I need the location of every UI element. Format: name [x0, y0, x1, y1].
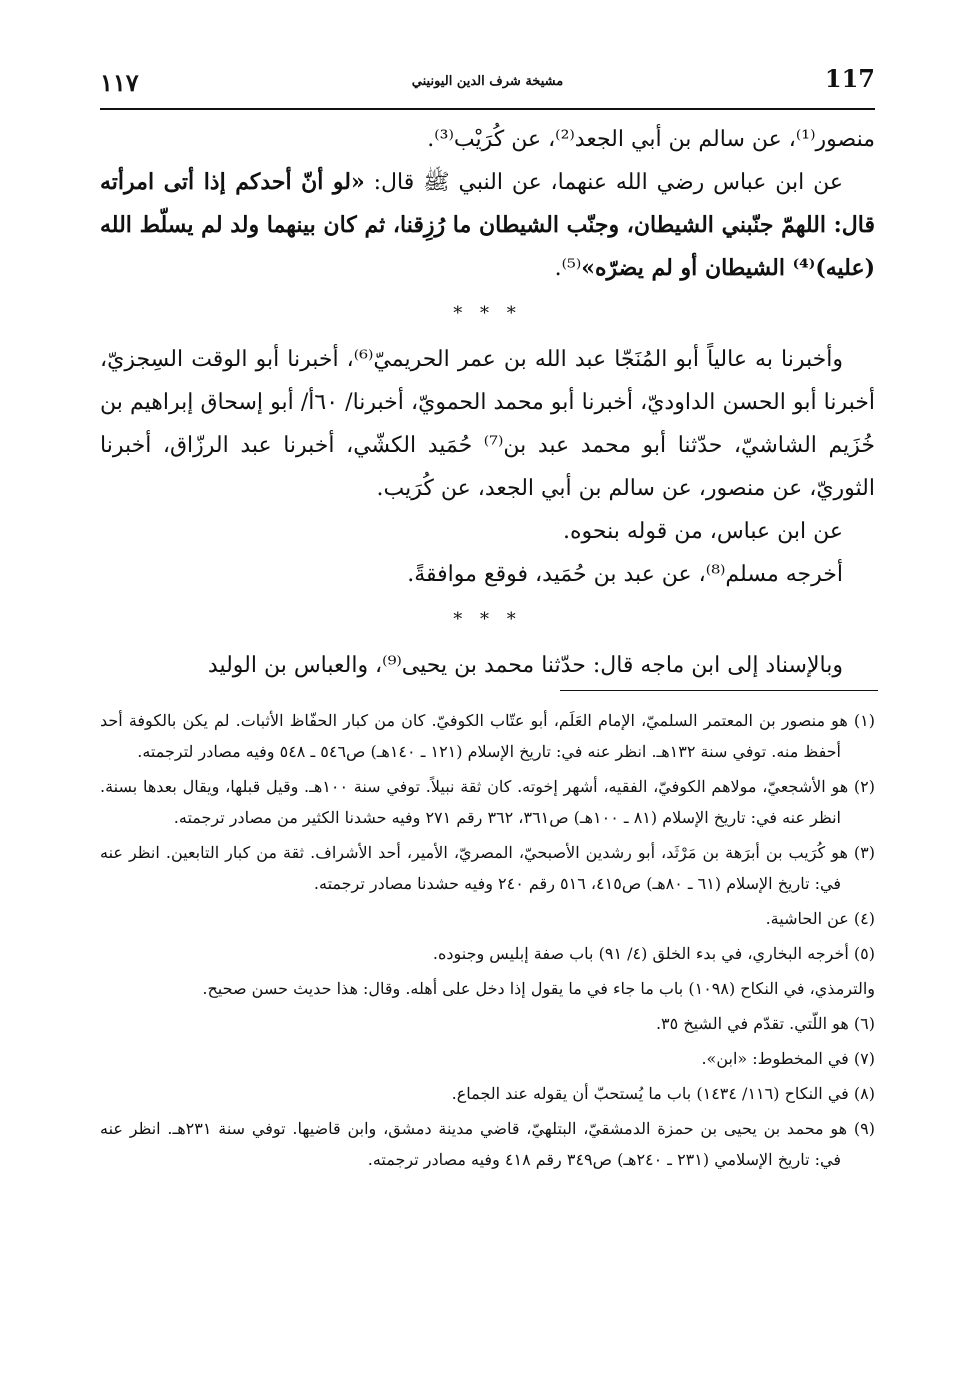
footnotes — [100, 705, 875, 1179]
footnote-5-continued: والترمذي، في النكاح (١٠٩٨) باب ما جاء في ما يقول إذا دخل على أهله. وقال: هذا حديث حسن صحيح. — [202, 979, 875, 998]
paragraph-6: وبالإسناد إلى ابن ماجه قال: حدّثنا محمد بن يحيى⁽⁹⁾، والعباس بن الوليد — [207, 653, 843, 678]
hadith-text: «لو أنّ أحدكم إذا أتى امرأته قال: اللهمّ جنّبني الشيطان، وجنّب الشيطان ما رُزِقنا، ثم كان بينهما ولد لم يسلّط الله (عليه)⁽⁴⁾ الشيطان أو لم يضرّه» — [100, 169, 875, 281]
page-number-latin: 117 — [824, 64, 875, 93]
header-rule — [100, 108, 875, 110]
footnote-6: (٦) هو اللّتي. تقدّم في الشيخ ٣٥. — [655, 1014, 875, 1033]
page-header — [100, 62, 875, 106]
footnote-rule — [560, 690, 878, 691]
footnote-8: (٨) في النكاح (١١٦/ ١٤٣٤) باب ما يُستحبّ أن يقوله عند الجماع. — [451, 1084, 875, 1103]
footnote-5: (٥) أخرجه البخاري، في بدء الخلق (٤/ ٩١) باب صفة إبليس وجنوده. — [432, 944, 875, 963]
footnote-9: (٩) هو محمد بن يحيى بن حمزة الدمشقيّ، البتلهيّ، قاضي مدينة دمشق، وابن قاضيها. توفي سنة ٢٣١هـ. انظر عنه في: تاريخ الإسلامي (٢٣١ ـ ٢٤٠هـ) ص٣٤٩ رقم ٤١٨ وفيه مصادر ترجمته. — [100, 1119, 876, 1169]
footnote-1: (١) هو منصور بن المعتمر السلميّ، الإمام العَلَم، أبو عتّاب الكوفيّ. كان من كبار الحفّاظ الأثبات. لم يكن بالكوفة أحد أحفظ منه. توفي سنة ١٣٢هـ. انظر عنه في: تاريخ الإسلام (١٢١ ـ ١٤٠هـ) ص٥٤٦ ـ ٥٤٨ وفيه مصادر لترجمته. — [100, 711, 875, 761]
section-separator: * * * — [453, 609, 522, 630]
footnote-7: (٧) في المخطوط: «ابن». — [701, 1049, 875, 1068]
section-separator: * * * — [453, 303, 522, 324]
hadith-intro: عن ابن عباس رضي الله عنهما، عن النبي ﷺ قال: — [364, 170, 844, 195]
page-number-arabic: ١١٧ — [100, 68, 139, 97]
paragraph-5: أخرجه مسلم⁽⁸⁾، عن عبد بن حُمَيد، فوقع موافقةً. — [407, 562, 843, 587]
main-text — [100, 118, 875, 687]
footnote-4: (٤) عن الحاشية. — [765, 909, 875, 928]
footnote-2: (٢) هو الأشجعيّ، مولاهم الكوفيّ، الفقيه، أشهر إخوته. كان ثقة نبيلاً. توفي سنة ١٠٠هـ. وقيل قبلها، ويقال بعدها بسنة. انظر عنه في: تاريخ الإسلام (٨١ ـ ١٠٠هـ) ص٣٦١، ٣٦٢ رقم ٢٧١ وفيه حشدنا الكثير من مصادر ترجمته. — [100, 777, 875, 827]
paragraph-2 — [100, 161, 875, 290]
running-title: مشيخة شرف الدين اليونيني — [411, 74, 564, 89]
paragraph-3: وأخبرنا به عالياً أبو المُنَجّا عبد الله بن عمر الحريميّ⁽⁶⁾، أخبرنا أبو الوقت السِجزيّ، أخبرنا أبو الحسن الداوديّ، أخبرنا أبو محمد الحمويّ، أخبرنا/ ٦٠أ/ أبو إسحاق إبراهيم بن خُزَيم الشاشيّ، حدّثنا أبو محمد عبد بن⁽⁷⁾ حُمَيد الكشّي، أخبرنا عبد الرزّاق، أخبرنا الثوريّ، عن منصور، عن سالم بن أبي الجعد، عن كُرَيب. — [100, 347, 875, 501]
paragraph-4: عن ابن عباس، من قوله بنحوه. — [562, 519, 843, 544]
hadith-end: ⁽⁵⁾. — [554, 256, 582, 281]
paragraph-1: منصور⁽¹⁾، عن سالم بن أبي الجعد⁽²⁾، عن كُرَيْب⁽³⁾. — [427, 127, 875, 152]
footnote-3: (٣) هو كُرَيب بن أبرَهة بن مَرْثَد، أبو رشدين الأصبحيّ، المصريّ، الأمير، أحد الأشراف. ثقة من كبار التابعين. انظر عنه في: تاريخ الإسلام (٦١ ـ ٨٠هـ) ص٤١٥، ٥١٦ رقم ٢٤٠ وفيه حشدنا مصادر ترجمته. — [100, 843, 875, 893]
